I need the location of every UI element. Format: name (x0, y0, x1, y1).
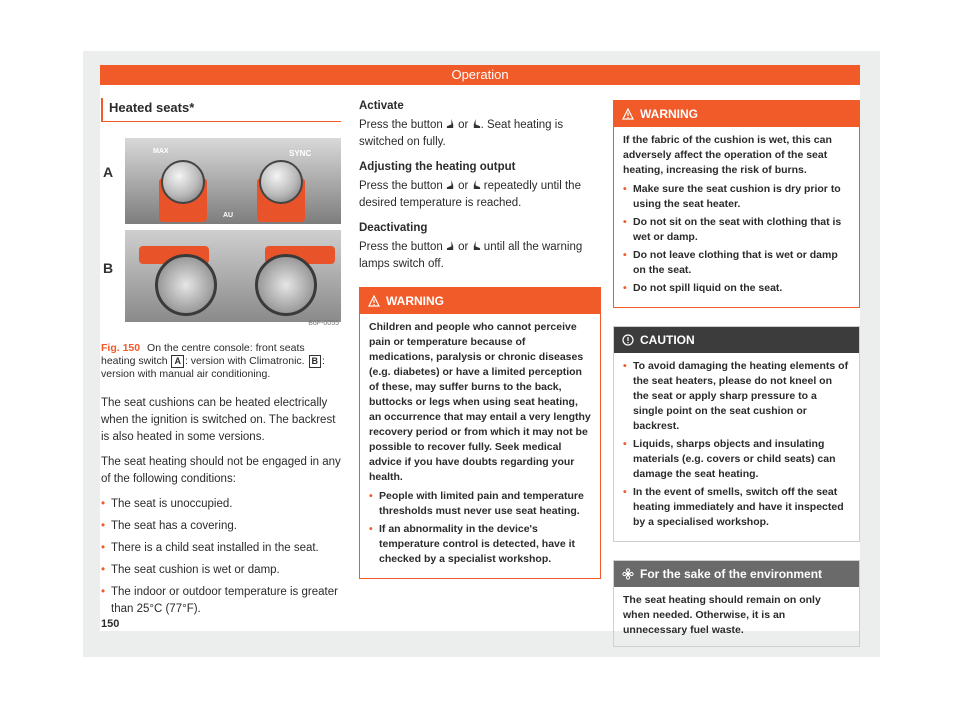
adjust-text (359, 178, 601, 212)
warning-triangle-icon (368, 295, 380, 307)
paragraph: The seat cushions can be heated electrically when the ignition is switched on. The backrest is also heated in some versions. (101, 397, 336, 443)
figure-panel-a (125, 138, 341, 224)
environment-header (614, 561, 859, 587)
text: until all the warning lamps switch off. (359, 241, 583, 270)
auto-label: AU (223, 212, 234, 219)
text: Press the button (359, 180, 443, 192)
figure-number: Fig. 150 (101, 342, 141, 354)
warning-body (614, 127, 859, 307)
environment-text: The seat heating should remain on only when needed. Otherwise, it is an unnecessary fuel waste. (623, 594, 821, 636)
caution-title: CAUTION (640, 333, 695, 347)
seat-right-icon (472, 240, 481, 251)
warning-list (623, 182, 850, 296)
warning-body (360, 314, 600, 578)
seat-right-icon (472, 118, 481, 129)
list-item: • Make sure the seat cushion is dry prior to using the seat heater. (623, 182, 850, 212)
list-item: • The indoor or outdoor temperature is greater than 25°C (77°F). (101, 584, 341, 618)
activate-heading: Activate (359, 100, 404, 112)
intro-text (101, 395, 341, 488)
section-title: Heated seats* (101, 98, 341, 122)
list-item: • If an abnormality in the device's temperature control is detected, have it checked by a specialist workshop. (369, 522, 591, 567)
caution-body (614, 353, 859, 541)
list-item: • People with limited pain and temperature thresholds must never use seat heating. (369, 489, 591, 519)
section-header: Operation (100, 65, 860, 85)
temperature-dial (155, 254, 217, 316)
environment-body (614, 587, 859, 646)
temp-knob-left (161, 160, 205, 204)
temp-knob-right (259, 160, 303, 204)
adjust-heading: Adjusting the heating output (359, 161, 516, 173)
deactivate-text (359, 239, 601, 273)
figure-label-b: B (103, 260, 114, 276)
list-item: • To avoid damaging the heating elements of the seat heaters, please do not kneel on the seat or apply sharp pressure to a single point on the seat cushion or backrest. (623, 359, 850, 434)
warning-text: If the fabric of the cushion is wet, this can adversely affect the operation of the seat heating, increasing the risk of burns. (623, 134, 832, 176)
list-item: • Do not spill liquid on the seat. (623, 281, 850, 296)
left-column (101, 98, 341, 623)
warning-header (614, 101, 859, 127)
caution-circle-icon (622, 334, 634, 346)
text: repeatedly until the desired temperature is reached. (359, 180, 581, 209)
figure-code: B6F-0055 (308, 320, 339, 327)
list-item: • The seat cushion is wet or damp. (101, 562, 341, 579)
environment-box (613, 560, 860, 647)
paragraph: The seat heating should not be engaged in any of the following conditions: (101, 456, 341, 485)
warning-title: WARNING (640, 107, 698, 121)
caution-list (623, 359, 850, 530)
seat-left-icon (446, 118, 455, 129)
warning-triangle-icon (622, 108, 634, 120)
warning-header (360, 288, 600, 314)
list-item: • In the event of smells, switch off the seat heating immediately and have it inspected by a specialised workshop. (623, 485, 850, 530)
list-item: • The seat has a covering. (101, 518, 341, 535)
sync-label: SYNC (289, 149, 312, 158)
seat-left-icon (446, 179, 455, 190)
warning-box (359, 287, 601, 579)
max-label: MAX (153, 148, 169, 155)
warning-text: Children and people who cannot perceive pain or temperature because of medications, paralysis or chronic diseases (e.g. diabetes) or have a limited perception of these, may suffer burns to the back, buttocks or legs when using seat heating, an occurrence that may entail a very lengthy recovery period or from which it may not be possible to recover fully. Seek medical advice if you have doubts regarding your health. (369, 321, 591, 483)
warning-title: WARNING (386, 294, 444, 308)
text: Press the button (359, 119, 443, 131)
text: or (458, 241, 469, 253)
figure-caption (101, 342, 341, 381)
figure-panel-b (125, 230, 341, 322)
deactivate-heading: Deactivating (359, 222, 428, 234)
conditions-list (101, 496, 341, 618)
figure-150 (101, 132, 341, 334)
key-b: B (309, 355, 322, 368)
seat-right-icon (472, 179, 481, 190)
text: Press the button (359, 241, 443, 253)
caption-text-2: : version with Climatronic. (184, 355, 305, 367)
caution-box (613, 326, 860, 542)
right-column (613, 98, 860, 665)
warning-box (613, 100, 860, 308)
list-item: • Do not leave clothing that is wet or damp on the seat. (623, 248, 850, 278)
warning-list (369, 489, 591, 567)
page-number: 150 (101, 618, 120, 630)
caption-text-3: : version with manual air conditioning. (101, 355, 325, 380)
activate-text (359, 117, 601, 151)
fan-dial (255, 254, 317, 316)
seat-left-icon (446, 240, 455, 251)
list-item: • There is a child seat installed in the seat. (101, 540, 341, 557)
figure-label-a: A (103, 164, 114, 180)
middle-column (359, 98, 601, 597)
key-a: A (171, 355, 184, 368)
text: or (458, 180, 469, 192)
environment-flower-icon (622, 568, 634, 580)
caution-header (614, 327, 859, 353)
list-item: • The seat is unoccupied. (101, 496, 341, 513)
text: or (458, 119, 469, 131)
caption-text-1: On the centre console: front seats heating switch (101, 342, 305, 367)
list-item: • Do not sit on the seat with clothing that is wet or damp. (623, 215, 850, 245)
list-item: • Liquids, sharps objects and insulating materials (e.g. covers or child seats) can damage the seat heating. (623, 437, 850, 482)
text: . Seat heating is switched on fully. (359, 119, 564, 148)
environment-title: For the sake of the environment (640, 567, 823, 581)
